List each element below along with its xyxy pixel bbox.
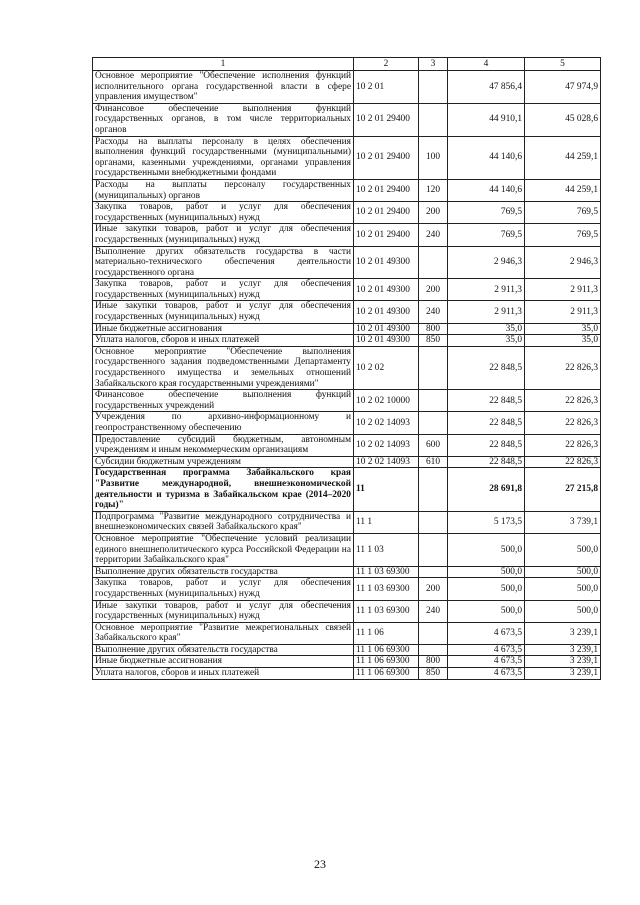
row-value-col5: 2 911,3 <box>525 301 601 323</box>
row-value-col4: 2 911,3 <box>448 279 525 301</box>
row-code: 10 2 01 29400 <box>354 179 419 201</box>
page-number: 23 <box>314 857 326 871</box>
row-value-col5: 500,0 <box>525 578 601 600</box>
row-value-col4: 500,0 <box>448 566 525 578</box>
row-value-col4: 5 173,5 <box>448 511 525 533</box>
row-name: Подпрограмма "Развитие международного сотрудничества и внешнеэкономических связей Забайкальского края" <box>93 511 354 533</box>
table-row <box>93 656 601 668</box>
row-name: Уплата налогов, сборов и иных платежей <box>93 668 354 680</box>
row-value-col4: 22 848,5 <box>448 346 525 389</box>
row-value-col4: 2 911,3 <box>448 301 525 323</box>
row-expense-type: 850 <box>419 668 448 680</box>
row-value-col4: 4 673,5 <box>448 656 525 668</box>
row-name: Закупка товаров, работ и услуг для обеспечения государственных (муниципальных) нужд <box>93 202 354 224</box>
table-row <box>93 323 601 335</box>
row-value-col4: 22 848,5 <box>448 412 525 434</box>
table-row <box>93 578 601 600</box>
row-value-col4: 2 946,3 <box>448 246 525 279</box>
row-value-col5: 769,5 <box>525 202 601 224</box>
row-expense-type <box>419 246 448 279</box>
table-row <box>93 179 601 201</box>
budget-table <box>92 57 601 680</box>
row-value-col4: 769,5 <box>448 224 525 246</box>
table-row <box>93 533 601 566</box>
row-expense-type <box>419 390 448 412</box>
table-row <box>93 566 601 578</box>
table-row <box>93 136 601 179</box>
row-value-col5: 2 946,3 <box>525 246 601 279</box>
row-value-col5: 22 826,3 <box>525 434 601 456</box>
row-expense-type <box>419 71 448 104</box>
row-expense-type: 240 <box>419 600 448 622</box>
row-name: Иные закупки товаров, работ и услуг для обеспечения государственных (муниципальных) нужд <box>93 600 354 622</box>
table-row <box>93 335 601 347</box>
row-expense-type: 800 <box>419 656 448 668</box>
row-value-col4: 4 673,5 <box>448 668 525 680</box>
row-code: 10 2 01 29400 <box>354 103 419 136</box>
row-code: 10 2 01 49300 <box>354 323 419 335</box>
row-value-col5: 22 826,3 <box>525 346 601 389</box>
row-expense-type <box>419 644 448 656</box>
table-row <box>93 202 601 224</box>
row-code: 11 1 06 69300 <box>354 644 419 656</box>
row-value-col4: 44 140,6 <box>448 179 525 201</box>
table-row <box>93 412 601 434</box>
table-row <box>93 390 601 412</box>
row-value-col5: 500,0 <box>525 566 601 578</box>
row-name: Основное мероприятие "Обеспечение условий реализации единого внешнеполитического курса Российской Федерации на территории Забайкальского края" <box>93 533 354 566</box>
row-value-col4: 28 691,8 <box>448 468 525 511</box>
row-expense-type: 240 <box>419 301 448 323</box>
row-code: 10 2 01 29400 <box>354 224 419 246</box>
row-code: 10 2 01 49300 <box>354 246 419 279</box>
header-col-2: 2 <box>354 58 419 71</box>
row-value-col4: 22 848,5 <box>448 434 525 456</box>
row-value-col4: 4 673,5 <box>448 644 525 656</box>
row-code: 11 1 <box>354 511 419 533</box>
row-expense-type: 100 <box>419 136 448 179</box>
row-name: Основное мероприятие "Развитие межрегиональных связей Забайкальского края" <box>93 622 354 644</box>
row-value-col4: 22 848,5 <box>448 390 525 412</box>
row-value-col5: 769,5 <box>525 224 601 246</box>
table-row <box>93 246 601 279</box>
row-name: Основное мероприятие "Обеспечение выполнения государственного задания подведомственными Департаменту государственного имущества и земельных отношений Забайкальского края государственными учреждениями" <box>93 346 354 389</box>
row-value-col5: 3 739,1 <box>525 511 601 533</box>
row-code: 10 2 01 49300 <box>354 279 419 301</box>
row-name: Выполнение других обязательств государства в части материально-технического обеспечения деятельности государственного органа <box>93 246 354 279</box>
row-value-col4: 44 140,6 <box>448 136 525 179</box>
row-code: 10 2 02 14093 <box>354 412 419 434</box>
row-value-col4: 44 910,1 <box>448 103 525 136</box>
row-code: 10 2 02 14093 <box>354 434 419 456</box>
row-name: Финансовое обеспечение выполнения функций государственных учреждений <box>93 390 354 412</box>
row-value-col5: 22 826,3 <box>525 412 601 434</box>
row-value-col5: 44 259,1 <box>525 179 601 201</box>
table-row <box>93 434 601 456</box>
row-name: Закупка товаров, работ и услуг для обеспечения государственных (муниципальных) нужд <box>93 578 354 600</box>
row-value-col4: 769,5 <box>448 202 525 224</box>
row-expense-type <box>419 533 448 566</box>
row-name: Иные закупки товаров, работ и услуг для обеспечения государственных (муниципальных) нужд <box>93 224 354 246</box>
row-value-col5: 2 911,3 <box>525 279 601 301</box>
row-value-col4: 35,0 <box>448 323 525 335</box>
table-row <box>93 668 601 680</box>
row-expense-type: 200 <box>419 202 448 224</box>
row-name: Субсидии бюджетным учреждениям <box>93 456 354 468</box>
row-expense-type <box>419 468 448 511</box>
table-row <box>93 644 601 656</box>
row-expense-type: 200 <box>419 578 448 600</box>
row-value-col5: 44 259,1 <box>525 136 601 179</box>
header-col-5: 5 <box>525 58 601 71</box>
row-expense-type <box>419 622 448 644</box>
row-expense-type <box>419 412 448 434</box>
row-code: 10 2 02 10000 <box>354 390 419 412</box>
row-value-col5: 500,0 <box>525 600 601 622</box>
row-name: Основное мероприятие "Обеспечение исполнения функций исполнительного органа государственной власти в сфере управления имуществом" <box>93 71 354 104</box>
row-expense-type: 240 <box>419 224 448 246</box>
row-name: Расходы на выплаты персоналу в целях обеспечения выполнения функций государственными (муниципальными) органами, казенными учреждениями, органами управления государственными внебюджетными фондами <box>93 136 354 179</box>
table-row <box>93 279 601 301</box>
document-page <box>92 57 600 680</box>
table-row <box>93 103 601 136</box>
row-code: 10 2 02 <box>354 346 419 389</box>
row-expense-type <box>419 511 448 533</box>
row-name: Иные бюджетные ассигнования <box>93 323 354 335</box>
row-value-col4: 500,0 <box>448 533 525 566</box>
row-expense-type: 800 <box>419 323 448 335</box>
row-code: 11 1 03 69300 <box>354 566 419 578</box>
row-name: Государственная программа Забайкальского края "Развитие международной, внешнеэкономической деятельности и туризма в Забайкальском крае (2014–2020 годы)" <box>93 468 354 511</box>
row-name: Расходы на выплаты персоналу государственных (муниципальных) органов <box>93 179 354 201</box>
row-expense-type: 200 <box>419 279 448 301</box>
row-value-col4: 35,0 <box>448 335 525 347</box>
row-value-col4: 500,0 <box>448 578 525 600</box>
row-name: Выполнение других обязательств государства <box>93 644 354 656</box>
row-expense-type: 600 <box>419 434 448 456</box>
row-name: Учреждения по архивно-информационному и геопространственному обеспечению <box>93 412 354 434</box>
table-row <box>93 468 601 511</box>
row-value-col5: 35,0 <box>525 335 601 347</box>
row-name: Иные бюджетные ассигнования <box>93 656 354 668</box>
row-code: 11 1 03 69300 <box>354 578 419 600</box>
table-row <box>93 622 601 644</box>
row-name: Закупка товаров, работ и услуг для обеспечения государственных (муниципальных) нужд <box>93 279 354 301</box>
row-value-col5: 22 826,3 <box>525 390 601 412</box>
row-value-col4: 22 848,5 <box>448 456 525 468</box>
row-expense-type <box>419 566 448 578</box>
row-value-col5: 500,0 <box>525 533 601 566</box>
row-value-col4: 4 673,5 <box>448 622 525 644</box>
table-row <box>93 511 601 533</box>
row-code: 10 2 01 49300 <box>354 335 419 347</box>
row-name: Уплата налогов, сборов и иных платежей <box>93 335 354 347</box>
row-code: 11 1 06 <box>354 622 419 644</box>
row-code: 10 2 02 14093 <box>354 456 419 468</box>
row-expense-type <box>419 103 448 136</box>
row-code: 10 2 01 49300 <box>354 301 419 323</box>
row-value-col5: 3 239,1 <box>525 644 601 656</box>
header-col-1: 1 <box>93 58 354 71</box>
row-value-col5: 35,0 <box>525 323 601 335</box>
row-value-col5: 3 239,1 <box>525 668 601 680</box>
table-row <box>93 346 601 389</box>
row-code: 10 2 01 29400 <box>354 136 419 179</box>
row-code: 11 <box>354 468 419 511</box>
row-value-col5: 3 239,1 <box>525 656 601 668</box>
row-expense-type: 610 <box>419 456 448 468</box>
row-value-col4: 500,0 <box>448 600 525 622</box>
table-row <box>93 456 601 468</box>
row-value-col5: 27 215,8 <box>525 468 601 511</box>
row-code: 11 1 03 69300 <box>354 600 419 622</box>
row-value-col4: 47 856,4 <box>448 71 525 104</box>
row-name: Предоставление субсидий бюджетным, автономным учреждениям и иным некоммерческим организациям <box>93 434 354 456</box>
table-row <box>93 224 601 246</box>
row-name: Финансовое обеспечение выполнения функций государственных органов, в том числе территориальных органов <box>93 103 354 136</box>
table-header-row <box>93 58 601 71</box>
row-value-col5: 47 974,9 <box>525 71 601 104</box>
row-code: 11 1 06 69300 <box>354 668 419 680</box>
row-code: 11 1 03 <box>354 533 419 566</box>
row-code: 10 2 01 29400 <box>354 202 419 224</box>
row-expense-type: 120 <box>419 179 448 201</box>
table-row <box>93 71 601 104</box>
row-name: Иные закупки товаров, работ и услуг для обеспечения государственных (муниципальных) нужд <box>93 301 354 323</box>
header-col-4: 4 <box>448 58 525 71</box>
row-expense-type: 850 <box>419 335 448 347</box>
table-body <box>93 71 601 680</box>
row-name: Выполнение других обязательств государства <box>93 566 354 578</box>
header-col-3: 3 <box>419 58 448 71</box>
table-row <box>93 600 601 622</box>
row-value-col5: 22 826,3 <box>525 456 601 468</box>
row-code: 11 1 06 69300 <box>354 656 419 668</box>
row-value-col5: 3 239,1 <box>525 622 601 644</box>
row-value-col5: 45 028,6 <box>525 103 601 136</box>
row-expense-type <box>419 346 448 389</box>
table-row <box>93 301 601 323</box>
row-code: 10 2 01 <box>354 71 419 104</box>
